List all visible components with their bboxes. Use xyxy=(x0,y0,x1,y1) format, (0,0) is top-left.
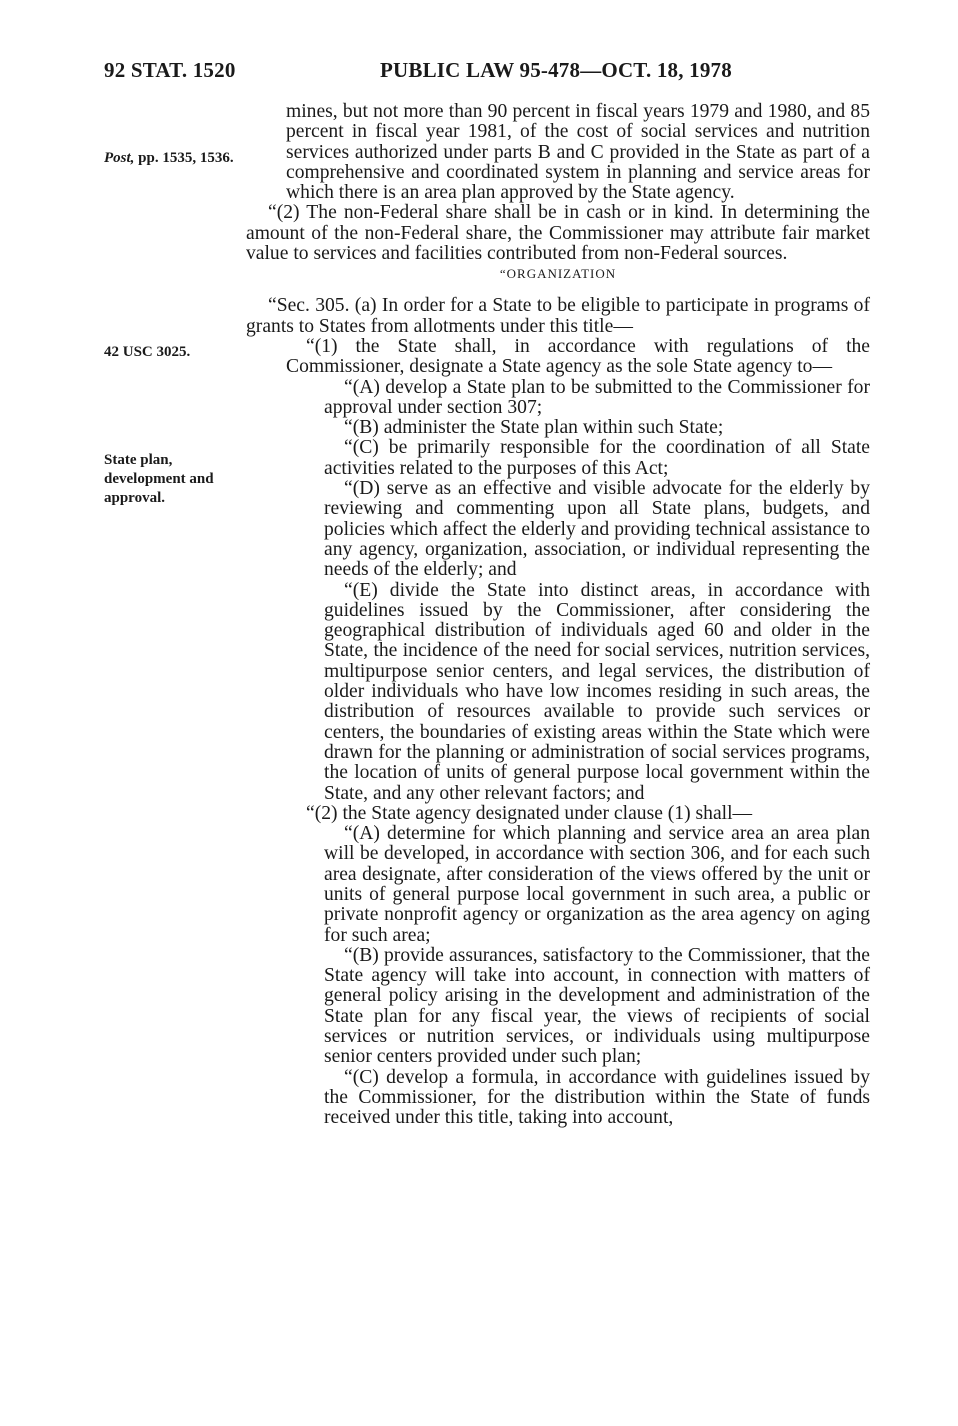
clause-1-b: “(B) administer the State plan within such State; xyxy=(344,417,724,439)
clause-1: “(1) the State shall, in accordance with regulations of the Commissioner, designate a State agency as the sole State agency to— xyxy=(286,335,870,378)
paragraph-continuation: mines, but not more than 90 percent in fiscal years 1979 and 1980, and 85 percent in fiscal year 1981, of the cost of social services and nutrition services authorized under parts B and C provided in the State as part of a comprehensive and coordinated system in planning and service areas for which there is an area plan approved by the State agency. xyxy=(286,101,870,204)
margin-note-state-plan: State plan, development and approval. xyxy=(104,452,214,506)
margin-note-post-italic: Post, xyxy=(104,150,135,166)
clause-2-b: “(B) provide assurances, satisfactory to the Commissioner, that the State agency will take into account, in connection with matters of general policy arising in the development and administration of the State plan for any fiscal year, the views of recipients of social services or nutrition services, or individuals using multipurpose senior centers provided under such plan; xyxy=(324,944,870,1068)
clause-1-c: “(C) be primarily responsible for the coordination of all State activities related to the purposes of this Act; xyxy=(324,437,870,479)
statute-page-number: 92 STAT. 1520 xyxy=(104,58,236,82)
clause-2: “(2) the State agency designated under clause (1) shall— xyxy=(306,802,753,824)
margin-note-usc: 42 USC 3025. xyxy=(104,344,191,360)
margin-note-post-pages: pp. 1535, 1536. xyxy=(134,150,234,166)
page-title: PUBLIC LAW 95-478—OCT. 18, 1978 xyxy=(380,58,732,82)
section-heading-text: “ORGANIZATION xyxy=(499,266,617,282)
body-text xyxy=(246,102,870,1129)
clause-2-c: “(C) develop a formula, in accordance with guidelines issued by the Commissioner, for the distribution within the State of funds received under this title, taking into account, xyxy=(324,1066,870,1129)
section-heading xyxy=(246,264,870,284)
clause-1-a: “(A) develop a State plan to be submitted to the Commissioner for approval under section 307; xyxy=(324,376,870,418)
clause-1-d: “(D) serve as an effective and visible advocate for the elderly by reviewing and commenting upon all State plans, budgets, and policies which affect the elderly and providing technical assistance to any agency, organization, association, or individual representing the needs of the elderly; and xyxy=(324,478,870,581)
margin-note-post xyxy=(104,149,234,168)
section-305: “Sec. 305. (a) In order for a State to be eligible to participate in programs of grants to States from allotments under this title— xyxy=(246,295,870,337)
clause-2-a: “(A) determine for which planning and service area an area plan will be developed, in accordance with section 306, and for each such area designate, after consideration of the views offered by the unit or units of general purpose local government in such area, a public or private nonprofit agency or organization as the area agency on aging for such area; xyxy=(324,823,870,946)
paragraph-2: “(2) The non-Federal share shall be in cash or in kind. In determining the amount of the non-Federal share, the Commissioner may attribute fair market value to services and facilities contributed from non-Federal sources. xyxy=(246,202,870,265)
clause-1-e: “(E) divide the State into distinct areas, in accordance with guidelines issued by the Commissioner, after considering the geographical distribution of individuals aged 60 and older in the State, the incidence of the need for social services, nutrition services, multipurpose senior centers, and legal services, the distribution of older individuals who have low incomes residing in such areas, the distribution of resources available to provide such services or centers, the boundaries of existing areas within the State which were drawn for the planning or administration of social services programs, the location of units of general purpose local government within the State, and any other relevant factors; and xyxy=(324,579,870,804)
